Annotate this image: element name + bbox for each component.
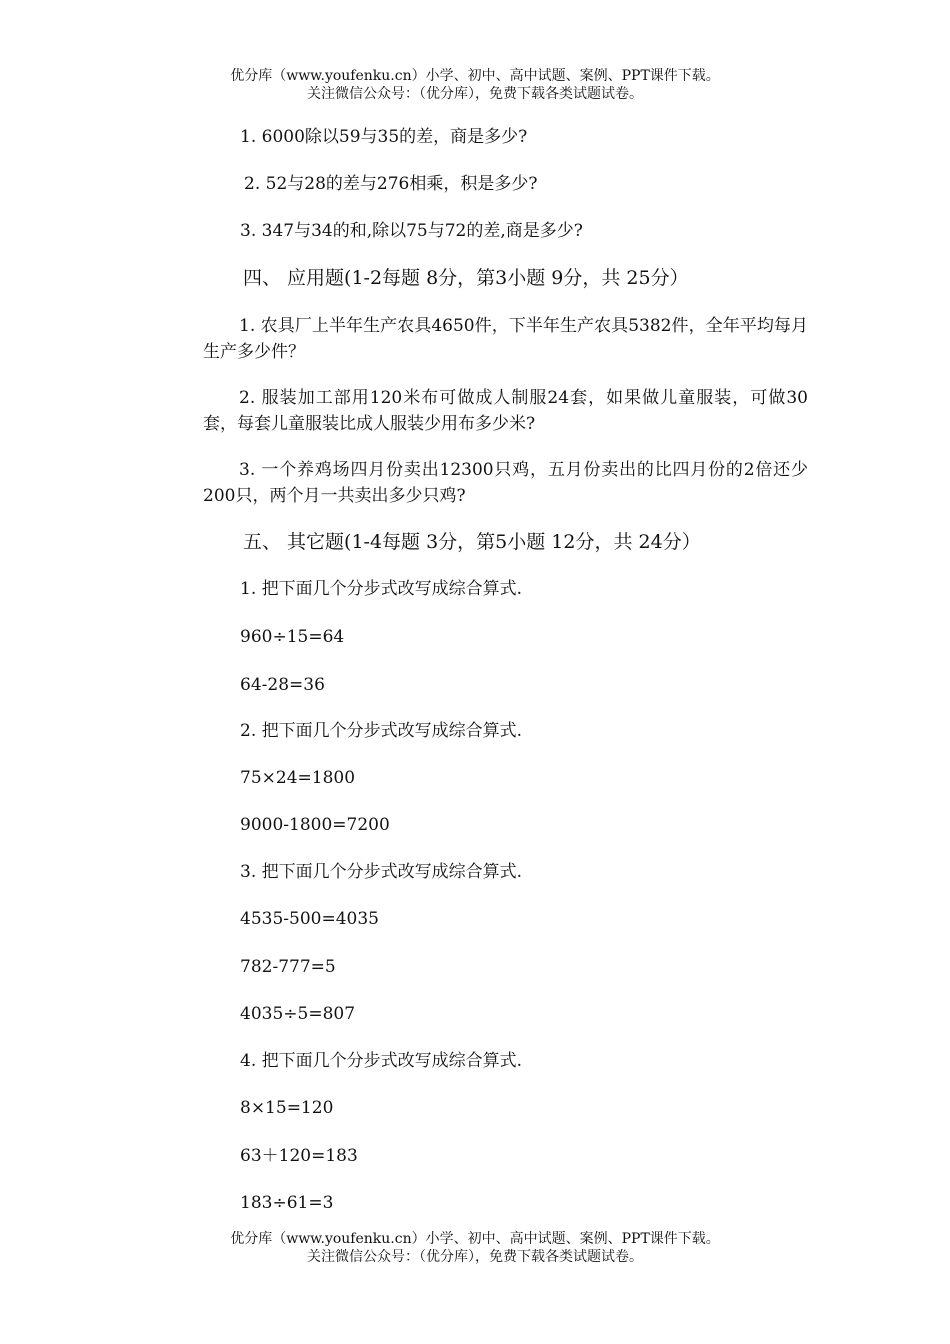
question-5-4-prompt: 4. 把下面几个分步式改写成综合算式. [240, 1051, 523, 1071]
question-5-2-step-1: 75×24=1800 [240, 768, 356, 788]
question-3-3: 3. 347与34的和,除以75与72的差,商是多少? [240, 221, 583, 241]
question-5-3-prompt: 3. 把下面几个分步式改写成综合算式. [240, 862, 523, 882]
question-4-2: 2. 服装加工部用120米布可做成人制服24套，如果做儿童服装，可做30套，每套儿童服装比成人服装少用布多少米? [203, 388, 808, 434]
question-4-1: 1. 农具厂上半年生产农具4650件，下半年生产农具5382件，全年平均每月生产多少件？ [203, 316, 808, 362]
footer-line-2: 关注微信公众号：（优分库），免费下载各类试题试卷。 [307, 1249, 643, 1265]
question-5-3-step-3: 4035÷5=807 [240, 1004, 356, 1024]
question-5-1-step-1: 960÷15=64 [240, 627, 345, 647]
question-5-3-step-1: 4535-500=4035 [240, 909, 379, 929]
question-5-3-step-2: 782-777=5 [240, 957, 336, 977]
header-line-1: 优分库（www.youfenku.cn）小学、初中、高中试题、案例、PPT课件下载。 [230, 68, 720, 84]
question-3-1: 1. 6000除以59与35的差，商是多少? [240, 127, 528, 147]
question-5-4-step-1: 8×15=120 [240, 1098, 334, 1118]
question-5-4-step-3: 183÷61=3 [240, 1193, 334, 1213]
question-5-2-prompt: 2. 把下面几个分步式改写成综合算式. [240, 721, 523, 741]
page-footer [0, 1230, 950, 1266]
footer-line-1: 优分库（www.youfenku.cn）小学、初中、高中试题、案例、PPT课件下载。 [230, 1231, 720, 1247]
question-5-1-prompt: 1. 把下面几个分步式改写成综合算式. [240, 579, 523, 599]
section-5-title: 五、 其它题(1-4每题 3分，第5小题 12分，共 24分） [243, 531, 701, 553]
question-5-2-step-2: 9000-1800=7200 [240, 815, 390, 835]
header-line-2: 关注微信公众号：（优分库），免费下载各类试题试卷。 [307, 86, 643, 102]
question-3-2: 2. 52与28的差与276相乘，积是多少? [244, 174, 538, 194]
section-4-title: 四、 应用题(1-2每题 8分，第3小题 9分，共 25分） [243, 267, 689, 289]
page-header [0, 67, 950, 103]
question-5-4-step-2: 63＋120=183 [240, 1146, 358, 1166]
question-4-3: 3. 一个养鸡场四月份卖出12300只鸡，五月份卖出的比四月份的2倍还少200只，两个月一共卖出多少只鸡? [203, 460, 808, 506]
question-5-1-step-2: 64-28=36 [240, 675, 325, 695]
